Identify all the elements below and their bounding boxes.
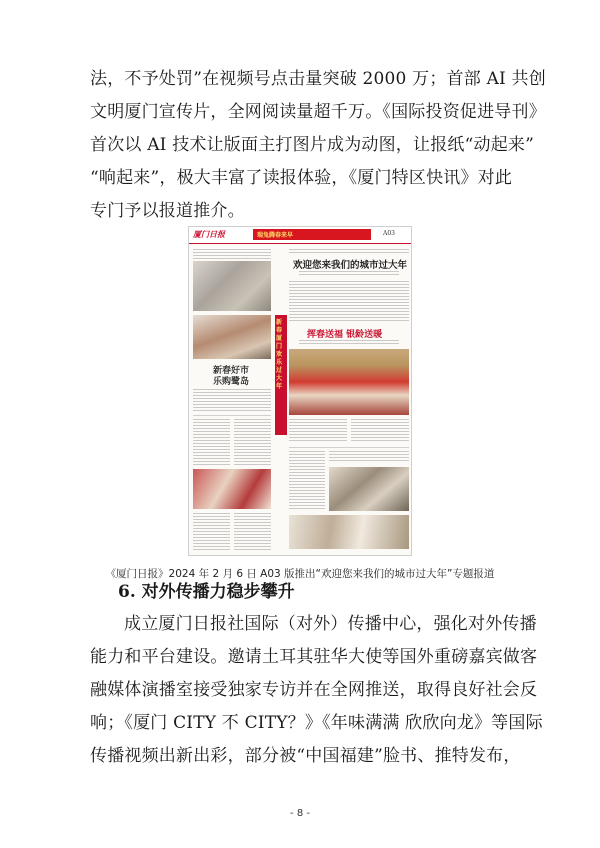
newspaper-page-image xyxy=(188,226,412,556)
text-line: 成立厦门日报社国际（对外）传播中心，强化对外传播 xyxy=(124,614,537,634)
newspaper-text-block xyxy=(351,419,409,443)
newspaper-text-block xyxy=(299,271,399,276)
newspaper-rule xyxy=(289,447,409,448)
newspaper-text-block xyxy=(289,451,325,511)
body-paragraph-1 xyxy=(90,63,546,228)
newspaper-photo xyxy=(329,467,409,511)
newspaper-right-column xyxy=(289,249,409,553)
newspaper-rule xyxy=(193,415,271,416)
text-line: 专门予以报道推介。 xyxy=(90,201,245,221)
body-paragraph-2 xyxy=(90,608,543,773)
text-line: 响；《厦门 CITY 不 CITY？》《年味满满 欣欣向龙》等国际 xyxy=(90,713,543,733)
newspaper-text-block xyxy=(193,249,271,259)
text-line: 首次以 AI 技术让版面主打图片成为动图，让报纸“动起来” xyxy=(90,135,534,155)
newspaper-page-number: A03 xyxy=(383,230,395,237)
newspaper-banner-text: 瑞兔腾春来早 xyxy=(257,232,294,239)
newspaper-text-block xyxy=(329,451,409,463)
newspaper-logo: 厦门日报 xyxy=(193,229,225,239)
newspaper-left-headline: 乐购鹭岛 xyxy=(213,377,250,387)
section-heading: 6. 对外传播力稳步攀升 xyxy=(118,582,295,602)
newspaper-text-block xyxy=(234,513,271,551)
figure-caption: 《厦门日报》2024 年 2 月 6 日 A03 版推出“欢迎您来我们的城市过大年”专题报道 xyxy=(105,568,495,580)
text-line: “响起来”，极大丰富了读报体验，《厦门特区快讯》对此 xyxy=(90,168,513,188)
page-number: - 8 - xyxy=(290,808,310,819)
text-line: 文明厦门宣传片，全网阅读量超千万。《国际投资促进导刊》 xyxy=(90,102,546,122)
newspaper-sub-headline: 挥春送福 银龄送暖 xyxy=(307,330,383,340)
newspaper-left-column xyxy=(193,249,271,553)
newspaper-photo xyxy=(193,469,271,509)
newspaper-photo xyxy=(289,349,409,415)
newspaper-strip-text: 新春厦门欢乐过大年 xyxy=(276,319,283,390)
newspaper-text-block xyxy=(289,281,409,323)
newspaper-text-block xyxy=(193,419,230,465)
newspaper-text-block xyxy=(234,419,271,465)
newspaper-text-block xyxy=(299,340,399,345)
newspaper-banner xyxy=(253,229,371,240)
newspaper-photo xyxy=(289,515,409,549)
newspaper-text-block xyxy=(289,419,347,443)
newspaper-photo xyxy=(193,261,271,311)
newspaper-text-block xyxy=(193,389,271,411)
newspaper-red-strip xyxy=(275,315,287,435)
newspaper-main-headline: 欢迎您来我们的城市过大年 xyxy=(293,260,408,271)
newspaper-left-headline: 新春好市 xyxy=(213,366,250,376)
text-line: 能力和平台建设。邀请土耳其驻华大使等国外重磅嘉宾做客 xyxy=(90,647,538,667)
newspaper-text-block xyxy=(193,513,230,551)
text-line: 传播视频出新出彩，部分被“中国福建”脸书、推特发布， xyxy=(90,746,521,766)
text-line: 法，不予处罚”在视频号点击量突破 2000 万；首部 AI 共创 xyxy=(90,69,546,89)
text-line: 融媒体演播室接受独家专访并在全网推送，取得良好社会反 xyxy=(90,680,538,700)
newspaper-text-block xyxy=(289,249,409,255)
newspaper-masthead-bar xyxy=(189,227,412,244)
newspaper-photo xyxy=(193,315,271,359)
